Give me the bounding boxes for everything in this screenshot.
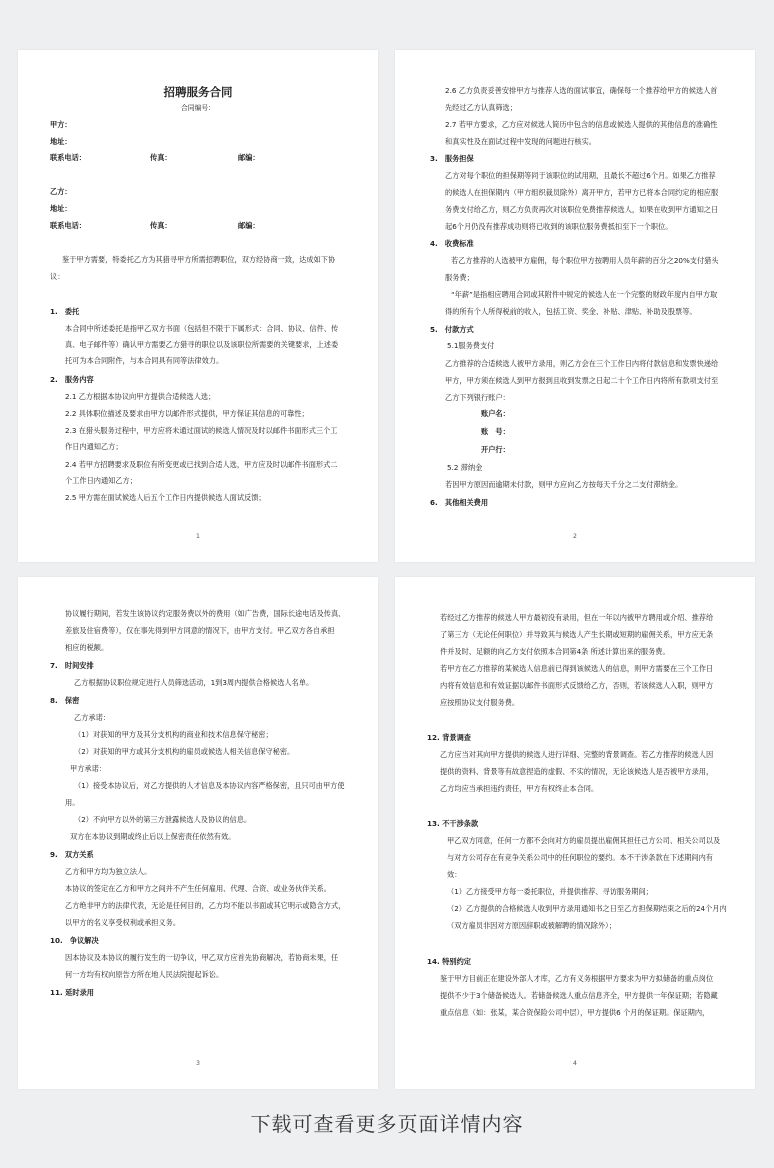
paragraph-line: 甲方，甲方须在候选人到甲方报到且收到发票之日起二十个工作日内将所有款项支付至 (445, 376, 719, 385)
paragraph-line: （1）乙方接受甲方每一委托职位，并提供推荐、寻访服务期间； (447, 887, 653, 896)
download-more-prompt[interactable]: 下载可查看更多页面详情内容 (250, 1112, 524, 1136)
paragraph-line: 乙方应当对其向甲方提供的候选人进行详细、完整的背景调查。若乙方推荐的候选人因 (440, 750, 714, 759)
paragraph-line: 相应的税额。 (65, 643, 109, 652)
paragraph-line: 鉴于甲方目前正在建设外部人才库，乙方有义务根据甲方要求为甲方拟储备的重点岗位 (440, 974, 714, 983)
section-heading: 14. 特别约定 (427, 957, 471, 966)
clause-line: 2.1 乙方根据本协议向甲方提供合适候选人选； (65, 392, 216, 401)
page-number: 3 (196, 1060, 200, 1067)
paragraph-line: 效： (447, 870, 462, 879)
party-a-postcode-label: 邮编： (238, 153, 260, 162)
paragraph-line: 因本协议及本协议的履行发生的一切争议，甲乙双方应首先协商解决，若协商未果，任 (65, 953, 339, 962)
clause-line: 先经过乙方认真筛选； (445, 103, 517, 112)
document-page-2 (395, 50, 755, 562)
party-b-address-label: 地址： (50, 204, 72, 213)
paragraph-line: 若因甲方原因而逾期未付款，则甲方应向乙方按每天千分之二支付滞纳金。 (445, 480, 683, 489)
paragraph-line: 得的所有个人所得税前的收入，包括工资、奖金、补贴、津贴、补助及股票等。 (445, 307, 697, 316)
paragraph-line: 提供的资料、背景等有故意捏造的虚假、不实的情况，无论该候选人是否被甲方录用， (440, 767, 714, 776)
paragraph-line: 以甲方的名义享受权利或承担义务。 (65, 918, 181, 927)
contract-title: 招聘服务合同 (163, 85, 233, 99)
section-heading: 1. 委托 (50, 307, 80, 316)
party-a-fax-label: 传真： (150, 153, 172, 162)
paragraph-line: 用。 (65, 798, 80, 807)
paragraph-line: （2）不向甲方以外的第三方泄露候选人及协议的信息。 (74, 815, 252, 824)
paragraph-line: 务费支付给乙方，则乙方负责再次对该职位免费推荐候选人，如果在收到甲方通知之日 (445, 205, 719, 214)
account-name-label: 账户名： (481, 409, 510, 418)
paragraph-line: 乙方承诺： (74, 713, 110, 722)
paragraph-line: 何一方均有权向原告方所在地人民法院提起诉讼。 (65, 970, 224, 979)
paragraph-line: 本协议的签定在乙方和甲方之间并不产生任何雇用、代理、合资、或业务伙伴关系。 (65, 884, 331, 893)
paragraph-line: 乙方均应当承担违约责任，甲方有权终止本合同。 (440, 784, 599, 793)
clause-line: 2.3 在猎头服务过程中，甲方应将未通过面试的候选人情况及时以邮件书面形式三个工 (65, 426, 338, 435)
paragraph-line: 提供不少于3个储备候选人。若储备候选人重点信息齐全，甲方提供一年保证期；若隐藏 (440, 991, 718, 1000)
clause-line: 2.6 乙方负责妥善安排甲方与推荐人选的面试事宜，确保每一个推荐给甲方的候选人首 (445, 86, 718, 95)
section-heading: 6. 其他相关费用 (430, 498, 489, 507)
paragraph-line: 起6个月仍没有推荐成功则将已收到的该职位服务费抵扣至下一个职位。 (445, 222, 673, 231)
party-b-label: 乙方： (50, 187, 72, 196)
party-a-phone-label: 联系电话： (50, 153, 86, 162)
party-b-fax-label: 传真： (150, 221, 172, 230)
paragraph-line: 乙方和甲方均为独立法人。 (65, 867, 152, 876)
paragraph-line: 本合同中所述委托是指甲乙双方书面（包括但不限于下属形式：合同、协议、信件、传 (65, 324, 339, 333)
party-a-label: 甲方： (50, 120, 72, 129)
party-a-address-label: 地址： (50, 137, 72, 146)
paragraph-line: 乙方绝非甲方的法律代表，无论是任何目的，乙方均不能以书面或其它明示或隐含方式， (65, 901, 346, 910)
bank-label: 开户行： (481, 445, 510, 454)
paragraph-line: 了第三方（无论任何职位）并导致其与候选人产生长期或短期的雇佣关系，甲方应无条 (440, 630, 714, 639)
paragraph-line: 应按照协议支付服务费。 (440, 698, 520, 707)
contract-number-label: 合同编号： (181, 104, 215, 112)
clause-line: 2.4 若甲方招聘要求及职位有所变更或已找到合适人选，甲方应及时以邮件书面形式二 (65, 460, 338, 469)
clause-line: 5.2 滞纳金 (447, 463, 483, 472)
section-heading: 10. 争议解决 (50, 936, 99, 945)
paragraph-line: （2）乙方提供的合格候选人收到甲方录用通知书之日至乙方担保期结束之后的24个月内 (447, 904, 727, 913)
paragraph-line: 甲乙双方同意，任何一方都不会向对方的雇员提出雇佣其担任己方公司、相关公司以及 (447, 836, 721, 845)
clause-line: 2.2 具体职位描述及要求由甲方以邮件形式提供，甲方保证其信息的可靠性； (65, 409, 309, 418)
paragraph-line: （1）接受本协议后，对乙方提供的人才信息及本协议内容严格保密，且只可由甲方使 (74, 781, 345, 790)
paragraph-line: 内将有效信息和有效证据以邮件书面形式反馈给乙方，否则，若该候选人入职，则甲方 (440, 681, 714, 690)
section-heading: 8. 保密 (50, 696, 80, 705)
clause-line: 2.7 若甲方要求，乙方应对候选人简历中包含的信息或候选人提供的其他信息的准确性 (445, 120, 718, 129)
account-number-label: 账 号： (481, 427, 510, 436)
party-b-phone-label: 联系电话： (50, 221, 86, 230)
paragraph-line: 乙方根据协议职位规定进行人员筛选活动，1到3周内提供合格候选人名单。 (74, 678, 314, 687)
section-heading: 11. 延时录用 (50, 988, 94, 997)
paragraph-line: “年薪”是指相应聘用合同或其附件中规定的候选人在一个完整的财政年度内自甲方取 (451, 290, 718, 299)
paragraph-line: 真、电子邮件等）确认甲方需要乙方猎寻的职位以及该职位所需要的关键要求，上述委 (65, 340, 339, 349)
section-heading: 2. 服务内容 (50, 375, 94, 384)
party-b-postcode-label: 邮编： (238, 221, 260, 230)
paragraph-line: 与对方公司存在有竞争关系公司中的任何职位的要约。本不干涉条款在下述期间内有 (447, 853, 713, 862)
section-heading: 9. 双方关系 (50, 850, 94, 859)
paragraph-line: 协议履行期间，若发生该协议约定服务费以外的费用（如广告费，国际长途电话及传真、 (65, 609, 346, 618)
paragraph-line: 甲方承诺： (70, 764, 106, 773)
clause-line: 个工作日内通知乙方； (65, 476, 137, 485)
paragraph-line: （双方雇员非因对方原因辞职或被解聘的情况除外）； (447, 921, 616, 930)
section-heading: 7. 时间安排 (50, 661, 94, 670)
document-page-3 (18, 577, 378, 1089)
section-heading: 12. 背景调查 (427, 733, 471, 742)
paragraph-line: 若经过乙方推荐的候选人甲方最初没有录用，但在一年以内被甲方聘用或介绍、推荐给 (440, 613, 714, 622)
paragraph-line: 重点信息（如：张某，某合资保险公司中层），甲方提供6 个月的保证期。保证期内， (440, 1008, 710, 1017)
paragraph-line: 的候选人在担保期内（甲方组织裁员除外）离开甲方，若甲方已将本合同约定的相应服 (445, 188, 719, 197)
clause-line: 作日内通知乙方； (65, 442, 123, 451)
intro-line: 鉴于甲方需要，特委托乙方为其猎寻甲方所需招聘职位，双方经协商一致，达成如下协 (62, 255, 336, 264)
paragraph-line: 差旅及住宿费等），仅在事先得到甲方同意的情况下，由甲方支付。甲乙双方各自承担 (65, 626, 335, 635)
section-heading: 13. 不干涉条款 (427, 819, 479, 828)
page-number: 4 (573, 1060, 577, 1067)
paragraph-line: 若乙方推荐的人选被甲方雇佣，每个职位甲方按聘用人员年薪的百分之20%支付猎头 (451, 256, 719, 265)
section-heading: 3. 服务担保 (430, 154, 474, 163)
section-heading: 4. 收费标准 (430, 239, 474, 248)
page-number: 1 (196, 533, 200, 540)
section-heading: 5. 付款方式 (430, 325, 474, 334)
paragraph-line: 若甲方在乙方推荐的某候选人信息前已得到该候选人的信息，则甲方需要在三个工作日 (440, 664, 714, 673)
clause-line: 5.1服务费支付 (447, 341, 495, 350)
document-page-4 (395, 577, 755, 1089)
paragraph-line: （1）对获知的甲方及其分支机构的商业和技术信息保守秘密； (74, 730, 273, 739)
paragraph-line: 乙方下列银行账户： (445, 393, 510, 402)
paragraph-line: 乙方推荐的合适候选人被甲方录用，则乙方会在三个工作日内将付款信息和发票快递给 (445, 359, 719, 368)
clause-line: 和真实性及在面试过程中发现的问题进行核实。 (445, 137, 596, 146)
page-number: 2 (573, 533, 577, 540)
paragraph-line: 双方在本协议到期或终止后以上保密责任依然有效。 (70, 832, 236, 841)
paragraph-line: 件并及时、足额的向乙方支付依照本合同第4条 所述计算出来的服务费。 (440, 647, 670, 656)
paragraph-line: 乙方对每个职位的担保期等同于该职位的试用期，且最长不超过6个月。如果乙方推荐 (445, 171, 716, 180)
paragraph-line: 服务费； (445, 273, 474, 282)
paragraph-line: （2）对获知的甲方或其分支机构的雇员或候选人相关信息保守秘密。 (74, 747, 295, 756)
clause-line: 2.5 甲方需在面试候选人后五个工作日内提供候选人面试反馈； (65, 493, 266, 502)
intro-line: 议： (50, 272, 65, 281)
document-page-1 (18, 50, 378, 562)
paragraph-line: 托可为本合同附件，与本合同具有同等法律效力。 (65, 356, 224, 365)
